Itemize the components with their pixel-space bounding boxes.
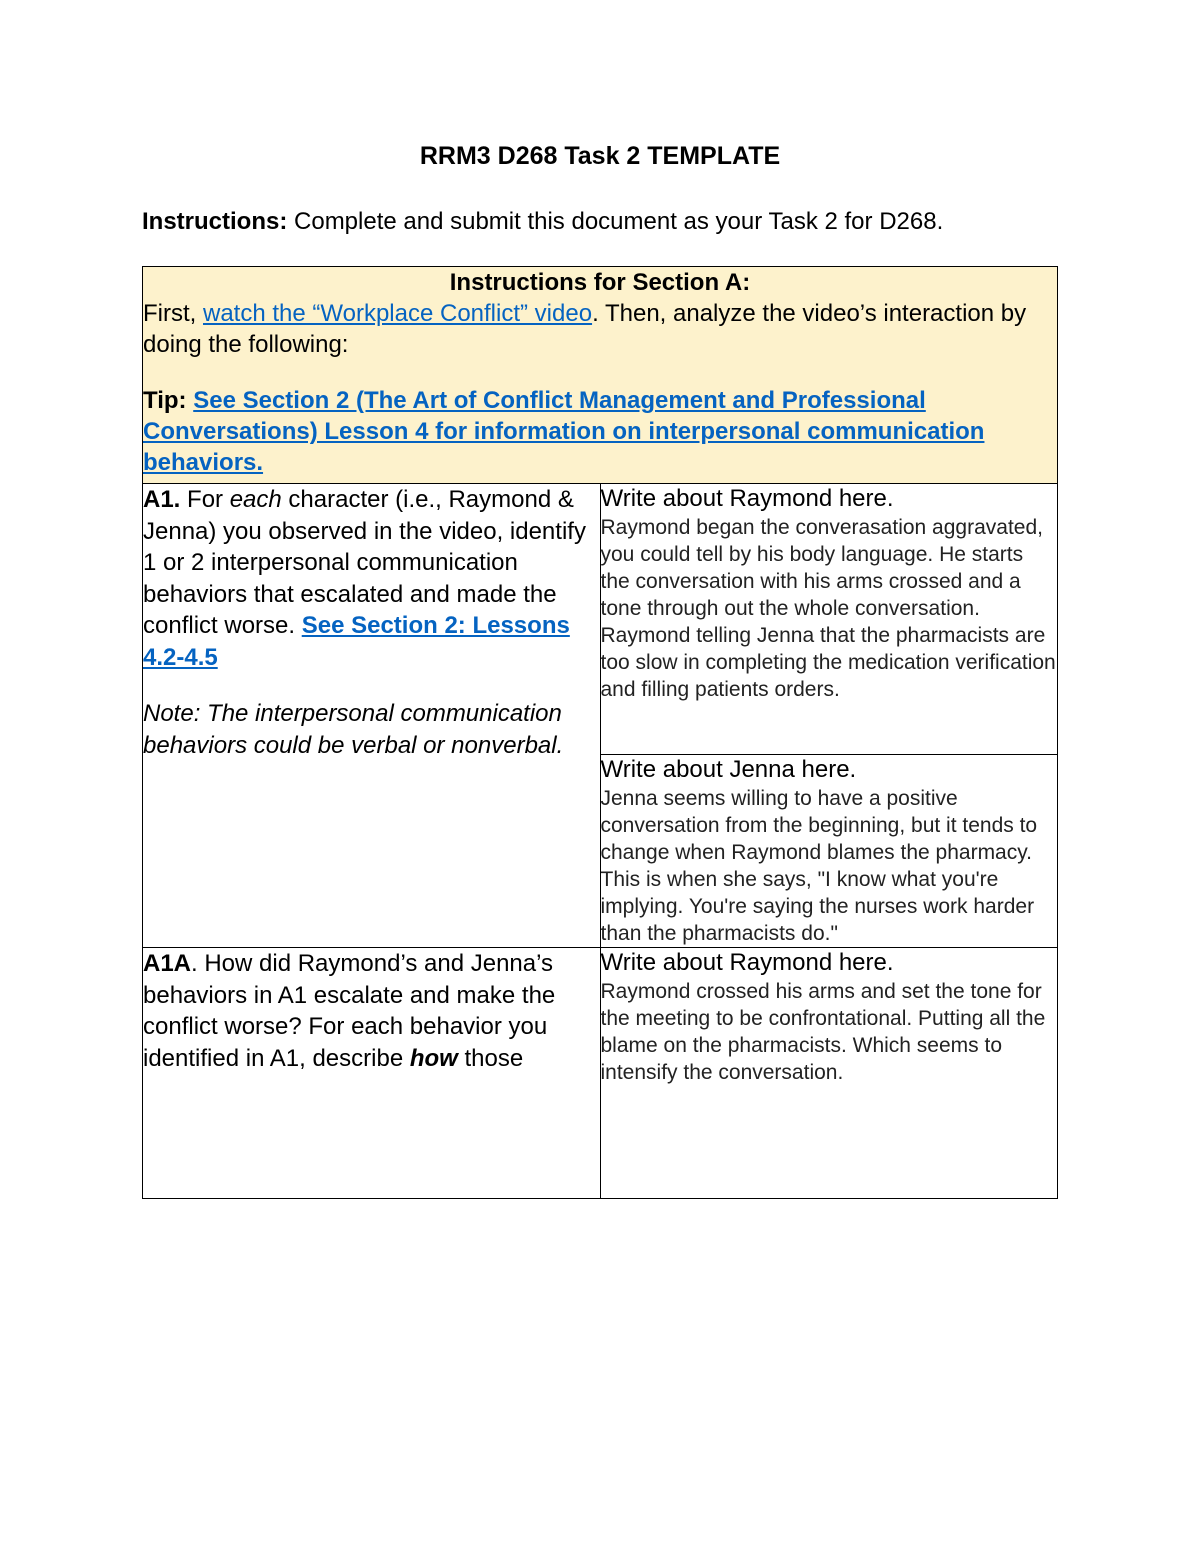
- a1-raymond-heading: Write about Raymond here.: [600, 485, 894, 512]
- a1-prompt-cell: [143, 484, 601, 948]
- section-a-instructions-cell: [143, 267, 1058, 484]
- a1-raymond-answer: Raymond began the converasation aggravated, you could tell by his body language. He starts the conversation with his arms crossed and a tone through out the whole conversation. Raymond telling Jenna that the pharmacists are too slow in completing the medication verification and filling patients orders.: [600, 516, 1056, 701]
- a1a-text-1: . How did Raymond’s and Jenna’s behaviors in A1 escalate and make the conflict worse? For each behavior you identified in A1, describe: [143, 950, 556, 1072]
- instructions-suffix: . Then, analyze the video’s interaction by doing the following:: [143, 300, 1027, 358]
- a1-text-1: For: [180, 486, 230, 513]
- a1-note: Note: The interpersonal communication behaviors could be verbal or nonverbal.: [143, 700, 564, 759]
- workplace-conflict-video-link[interactable]: watch the “Workplace Conflict” video: [203, 300, 593, 327]
- a1-prompt-text: [143, 484, 600, 673]
- a1-jenna-answer-cell[interactable]: [600, 755, 1058, 948]
- a1a-prompt-text: [143, 948, 600, 1074]
- a1-jenna-answer: Jenna seems willing to have a positive conversation from the beginning, but it tends to change when Raymond blames the pharmacy. This is when she says, "I know what you're implying. You're saying the nurses work harder than the pharmacists do.": [600, 787, 1038, 945]
- section-a-instructions-text: [143, 298, 1057, 360]
- instructions-paragraph: [142, 206, 1022, 238]
- tip-paragraph: [143, 385, 1057, 478]
- a1-jenna-heading: Write about Jenna here.: [600, 756, 857, 783]
- a1a-raymond-answer: Raymond crossed his arms and set the tone for the meeting to be confrontational. Putting all the blame on the pharmacists. Which seems to intensify the conversation.: [600, 980, 1046, 1084]
- a1-raymond-answer-cell[interactable]: [600, 484, 1058, 755]
- a1-raymond-row: [143, 484, 1058, 755]
- a1a-raymond-heading: Write about Raymond here.: [600, 949, 894, 976]
- section-a-header-row: [143, 267, 1058, 484]
- document-title: RRM3 D268 Task 2 TEMPLATE: [419, 142, 781, 170]
- lessons-4-2-4-5-link[interactable]: See Section 2: Lessons 4.2-4.5: [143, 612, 570, 671]
- a1a-row: [143, 948, 1058, 1199]
- a1a-prompt-cell: [143, 948, 601, 1199]
- instructions-label: Instructions:: [142, 208, 288, 235]
- a1-text-2: character (i.e., Raymond & Jenna) you observed in the video, identify 1 or 2 interpersonal communication behaviors that escalated and made the conflict worse.: [143, 486, 586, 639]
- task-table: [142, 266, 1058, 1199]
- instructions-prefix: First,: [143, 300, 203, 327]
- section-2-lesson-4-link[interactable]: See Section 2 (The Art of Conflict Management and Professional Conversations) Lesson 4 for information on interpersonal communication behaviors.: [143, 387, 985, 476]
- instructions-text: Complete and submit this document as your Task 2 for D268.: [287, 208, 944, 235]
- tip-label: Tip:: [143, 387, 194, 414]
- a1-each-word: each: [229, 486, 282, 513]
- a1a-raymond-answer-cell[interactable]: [600, 948, 1058, 1199]
- a1a-text-2: those: [457, 1044, 524, 1072]
- a1a-how-word: how: [409, 1044, 458, 1072]
- section-a-heading: Instructions for Section A:: [449, 269, 751, 296]
- a1a-label: A1A: [143, 950, 192, 977]
- a1-label: A1.: [143, 486, 181, 513]
